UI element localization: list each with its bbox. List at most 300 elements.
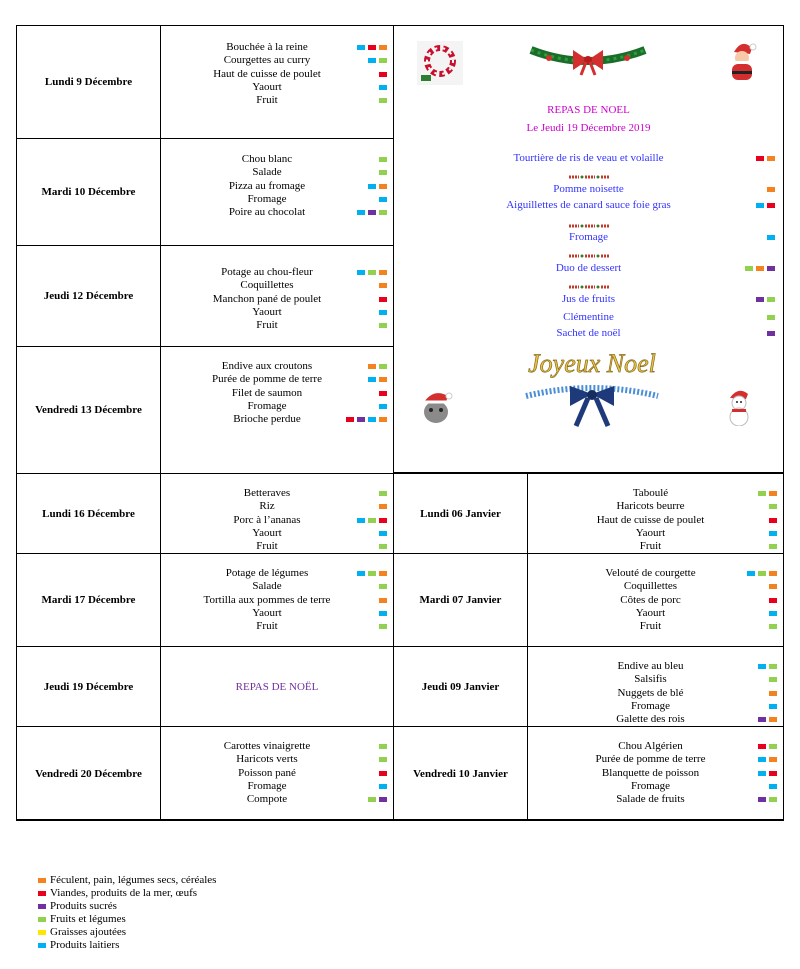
day-label: Jeudi 19 Décembre: [43, 680, 134, 693]
marker-orange: [379, 377, 387, 382]
menu-cell: [160, 25, 394, 139]
menu-item-text: Yaourt: [635, 526, 666, 539]
food-group-markers: [379, 598, 387, 603]
marker-green: [745, 266, 753, 271]
menu-item-text: Purée de pomme de terre: [595, 753, 706, 766]
menu-item: [161, 540, 393, 553]
menu-item-text: Tortilla aux pommes de terre: [203, 593, 331, 606]
menu-item-text: Brioche perdue: [233, 413, 301, 426]
marker-orange: [368, 364, 376, 369]
marker-blue: [379, 404, 387, 409]
marker-green: [379, 170, 387, 175]
menu-item-text: Fromage: [630, 779, 671, 792]
menu-item-text: Porc à l’ananas: [233, 513, 301, 526]
food-group-markers: [379, 157, 387, 162]
food-group-markers: [357, 571, 387, 576]
food-group-markers: [379, 310, 387, 315]
marker-green: [379, 98, 387, 103]
special-meal-label: REPAS DE NOËL: [235, 680, 319, 693]
marker-orange: [379, 184, 387, 189]
menu-item: [161, 54, 393, 67]
marker-red: [379, 297, 387, 302]
day-label: Jeudi 09 Janvier: [421, 680, 500, 693]
day-label: Lundi 06 Janvier: [420, 507, 501, 520]
menu-item-text: Yaourt: [252, 606, 282, 619]
menu-item: [161, 319, 393, 332]
food-group-markers: [745, 266, 775, 271]
menu-item-text: Salade de fruits: [616, 793, 685, 806]
menu-item: [161, 500, 393, 513]
marker-green: [379, 491, 387, 496]
menu-item: [528, 767, 783, 780]
menu-item: [161, 180, 393, 193]
menu-item-text: Salade: [252, 166, 282, 179]
food-group-markers: [368, 184, 387, 189]
marker-green: [368, 571, 376, 576]
marker-blue: [379, 784, 387, 789]
food-group-markers: [769, 518, 777, 523]
marker-orange: [767, 187, 775, 192]
menu-cell: [527, 646, 784, 727]
menu-cell: [160, 646, 394, 727]
menu-item-text: Filet de saumon: [231, 386, 303, 399]
marker-blue: [758, 771, 766, 776]
candy-cane-divider-icon: [567, 173, 611, 181]
legend-label: Graisses ajoutées: [50, 926, 127, 938]
menu-item: [161, 740, 393, 753]
menu-item-text: Endive aux croutons: [221, 360, 313, 372]
marker-blue: [769, 611, 777, 616]
menu-cell: [160, 726, 394, 821]
marker-green: [767, 315, 775, 320]
christmas-menu-item: Duo de dessert: [555, 262, 622, 274]
menu-item-text: Betteraves: [243, 487, 291, 499]
food-group-markers: [769, 611, 777, 616]
menu-cell: [160, 473, 394, 554]
marker-blue: [379, 310, 387, 315]
menu-item: [528, 514, 783, 527]
menu-item-text: Fromage: [247, 779, 287, 792]
marker-green: [769, 624, 777, 629]
menu-item: [528, 780, 783, 793]
day-cell: [16, 346, 161, 474]
marker-blue: [379, 197, 387, 202]
menu-item-text: Fruit: [256, 540, 278, 553]
menu-item: [161, 753, 393, 766]
menu-item: [161, 413, 393, 426]
menu-item: [528, 753, 783, 766]
food-group-markers: [767, 315, 775, 320]
marker-blue: [379, 611, 387, 616]
food-group-markers: [379, 404, 387, 409]
marker-green: [379, 323, 387, 328]
food-group-markers: [758, 664, 777, 669]
christmas-menu-item: Fromage: [568, 231, 609, 243]
marker-blue: [767, 235, 775, 240]
food-group-markers: [368, 58, 387, 63]
marker-red: [769, 598, 777, 603]
marker-blue: [357, 571, 365, 576]
marker-purple: [368, 210, 376, 215]
food-group-markers: [758, 771, 777, 776]
food-group-markers: [357, 210, 387, 215]
legend-swatch: [38, 878, 46, 883]
menu-item: [161, 193, 393, 206]
food-group-markers: [357, 270, 387, 275]
food-group-markers: [379, 491, 387, 496]
food-group-markers: [379, 531, 387, 536]
food-group-markers: [767, 331, 775, 336]
menu-item: [528, 487, 783, 500]
marker-green: [758, 491, 766, 496]
menu-item-text: Potage de légumes: [225, 567, 309, 579]
marker-blue: [758, 757, 766, 762]
food-group-markers: [756, 203, 775, 208]
menu-cell: [160, 245, 394, 347]
marker-green: [767, 297, 775, 302]
food-group-markers: [379, 391, 387, 396]
marker-green: [769, 664, 777, 669]
christmas-date: Le Jeudi 19 Décembre 2019: [526, 122, 651, 134]
menu-cell: [527, 473, 784, 554]
marker-orange: [379, 270, 387, 275]
menu-item: [528, 687, 783, 700]
menu-item: [528, 793, 783, 806]
christmas-menu-item: Clémentine: [563, 311, 614, 323]
menu-item: [161, 306, 393, 319]
christmas-menu-item: Pomme noisette: [553, 183, 624, 195]
menu-item-text: Yaourt: [252, 80, 282, 93]
menu-item-text: Purée de pomme de terre: [212, 373, 322, 386]
legend-item: [38, 926, 216, 939]
food-group-markers: [379, 611, 387, 616]
legend-item: [38, 913, 216, 926]
menu-item: [161, 607, 393, 620]
menu-item-text: Fruit: [639, 620, 662, 633]
marker-orange: [379, 45, 387, 50]
menu-item-text: Bouchée à la reine: [226, 41, 308, 53]
food-group-markers: [379, 744, 387, 749]
wreath-icon: [417, 41, 463, 85]
marker-purple: [767, 331, 775, 336]
menu-item-text: Côtes de porc: [620, 593, 681, 606]
candy-cane-divider-icon: [567, 222, 611, 230]
marker-purple: [756, 297, 764, 302]
legend-swatch: [38, 917, 46, 922]
marker-green: [379, 157, 387, 162]
menu-item-text: Manchon pané de poulet: [212, 292, 322, 305]
marker-blue: [357, 45, 365, 50]
menu-cell: [160, 138, 394, 246]
menu-item-text: Coquillettes: [240, 279, 294, 292]
menu-item: [161, 206, 393, 219]
food-group-markers: [769, 504, 777, 509]
food-group-markers: [758, 797, 777, 802]
food-group-markers: [758, 757, 777, 762]
cat-santa-icon: [416, 388, 456, 426]
menu-item-text: Velouté de courgette: [605, 567, 696, 579]
day-cell: [16, 553, 161, 647]
joyeux-noel-banner: [522, 350, 662, 428]
christmas-menu-item: Jus de fruits: [561, 293, 616, 305]
food-group-markers: [758, 744, 777, 749]
marker-orange: [767, 156, 775, 161]
food-group-markers: [379, 323, 387, 328]
day-label: Vendredi 20 Décembre: [35, 767, 142, 780]
food-group-markers: [379, 283, 387, 288]
menu-item-text: Coquillettes: [623, 580, 678, 593]
menu-item: [161, 527, 393, 540]
menu-item-text: Potage au chou-fleur: [221, 266, 313, 278]
legend-item: [38, 900, 216, 913]
marker-blue: [368, 184, 376, 189]
menu-item: [161, 580, 393, 593]
joyeux-noel-text: Joyeux Noel: [528, 350, 656, 378]
menu-cell: [160, 553, 394, 647]
marker-red: [756, 156, 764, 161]
menu-item-text: Poisson pané: [238, 766, 296, 779]
legend-swatch: [38, 891, 46, 896]
day-cell: [393, 646, 528, 727]
christmas-menu-item: Tourtière de ris de veau et volaille: [513, 152, 664, 164]
marker-orange: [769, 757, 777, 762]
marker-blue: [379, 85, 387, 90]
day-cell: [16, 726, 161, 821]
legend-swatch: [38, 943, 46, 948]
menu-item: [161, 780, 393, 793]
menu-item: [161, 279, 393, 292]
food-group-markers: [769, 784, 777, 789]
food-group-markers: [357, 518, 387, 523]
menu-item: [161, 360, 393, 373]
food-group-markers: [769, 598, 777, 603]
menu-item: [528, 700, 783, 713]
menu-item-text: Chou blanc: [241, 153, 293, 165]
marker-green: [758, 571, 766, 576]
food-group-markers: [758, 717, 777, 722]
day-label: Jeudi 12 Décembre: [43, 290, 134, 302]
food-group-markers: [379, 771, 387, 776]
day-label: Lundi 16 Décembre: [42, 507, 135, 520]
marker-blue: [368, 417, 376, 422]
day-cell: [16, 245, 161, 347]
menu-item-text: Riz: [259, 500, 275, 513]
legend-item: [38, 887, 216, 900]
food-group-markers: [756, 156, 775, 161]
marker-orange: [769, 691, 777, 696]
marker-green: [368, 518, 376, 523]
legend-swatch: [38, 930, 46, 935]
christmas-menu-item: Sachet de noël: [556, 327, 621, 339]
menu-item-text: Salade: [252, 580, 282, 593]
marker-blue: [379, 531, 387, 536]
marker-purple: [357, 417, 365, 422]
legend-item: [38, 939, 216, 952]
marker-orange: [769, 584, 777, 589]
menu-item: [528, 540, 783, 553]
marker-green: [379, 624, 387, 629]
legend-label: Produits sucrés: [50, 900, 117, 912]
food-group-markers: [379, 757, 387, 762]
day-label: Mardi 10 Décembre: [41, 186, 136, 198]
marker-red: [379, 771, 387, 776]
marker-orange: [769, 717, 777, 722]
food-group-markers: [379, 624, 387, 629]
candy-cane-divider-icon: [567, 283, 611, 291]
menu-item: [528, 673, 783, 686]
menu-item: [528, 620, 783, 633]
legend: [38, 874, 216, 952]
marker-blue: [756, 203, 764, 208]
menu-item: [528, 500, 783, 513]
food-group-markers: [379, 544, 387, 549]
menu-item-text: Haricots beurre: [616, 500, 685, 513]
menu-cell: [527, 553, 784, 647]
menu-item-text: Yaourt: [252, 526, 282, 539]
marker-purple: [758, 717, 766, 722]
menu-item-text: Haut de cuisse de poulet: [213, 67, 321, 80]
marker-green: [379, 757, 387, 762]
snowman-icon: [720, 386, 758, 426]
menu-item: [161, 400, 393, 413]
marker-blue: [357, 518, 365, 523]
menu-item-text: Fruit: [639, 540, 662, 553]
menu-item-text: Taboulé: [632, 487, 669, 499]
marker-green: [769, 797, 777, 802]
menu-item: [161, 793, 393, 806]
menu-cell: [160, 346, 394, 474]
marker-green: [379, 544, 387, 549]
menu-item-text: Yaourt: [252, 305, 282, 318]
day-cell: [393, 473, 528, 554]
marker-green: [769, 744, 777, 749]
day-label: Vendredi 10 Janvier: [413, 767, 508, 780]
marker-orange: [379, 571, 387, 576]
marker-green: [379, 364, 387, 369]
menu-item-text: Chou Algérien: [618, 740, 683, 752]
marker-orange: [756, 266, 764, 271]
food-group-markers: [379, 504, 387, 509]
menu-item-text: Yaourt: [635, 606, 666, 619]
menu-item-text: Fruit: [256, 94, 278, 107]
christmas-title: REPAS DE NOEL: [547, 104, 630, 116]
day-cell: [16, 646, 161, 727]
menu-item-text: Poire au chocolat: [228, 206, 306, 219]
menu-item: [161, 68, 393, 81]
food-group-markers: [379, 72, 387, 77]
marker-green: [368, 797, 376, 802]
food-group-markers: [769, 624, 777, 629]
marker-red: [379, 518, 387, 523]
food-group-markers: [357, 45, 387, 50]
marker-green: [769, 544, 777, 549]
marker-orange: [379, 283, 387, 288]
menu-item: [161, 41, 393, 54]
menu-item-text: Blanquette de poisson: [601, 766, 700, 779]
marker-blue: [368, 58, 376, 63]
menu-item: [161, 487, 393, 500]
menu-item: [161, 266, 393, 279]
legend-label: Féculent, pain, légumes secs, céréales: [50, 874, 217, 886]
menu-cell: [527, 726, 784, 821]
marker-green: [368, 270, 376, 275]
menu-item-text: Fruit: [256, 620, 278, 633]
food-group-markers: [368, 797, 387, 802]
menu-item: [161, 373, 393, 386]
food-group-markers: [379, 170, 387, 175]
menu-item-text: Salsifis: [634, 673, 667, 686]
marker-blue: [769, 704, 777, 709]
menu-item-text: Haut de cuisse de poulet: [596, 513, 705, 526]
menu-item: [161, 567, 393, 580]
marker-red: [379, 391, 387, 396]
legend-swatch: [38, 904, 46, 909]
day-cell: [393, 726, 528, 821]
marker-blue: [357, 210, 365, 215]
candy-cane-divider-icon: [567, 252, 611, 260]
menu-item: [528, 660, 783, 673]
marker-blue: [758, 664, 766, 669]
food-group-markers: [379, 85, 387, 90]
marker-blue: [747, 571, 755, 576]
day-label: Lundi 9 Décembre: [44, 76, 133, 88]
food-group-markers: [769, 531, 777, 536]
menu-item-text: Fromage: [247, 399, 287, 412]
menu-item-text: Courgettes au curry: [223, 54, 311, 67]
menu-item: [161, 767, 393, 780]
menu-item: [528, 740, 783, 753]
menu-item-text: Haricots verts: [236, 753, 298, 766]
santa-icon: [722, 38, 762, 84]
marker-green: [379, 584, 387, 589]
day-cell: [16, 473, 161, 554]
marker-red: [769, 771, 777, 776]
food-group-markers: [368, 364, 387, 369]
menu-item: [161, 293, 393, 306]
menu-item: [161, 166, 393, 179]
food-group-markers: [379, 297, 387, 302]
food-group-markers: [769, 677, 777, 682]
food-group-markers: [379, 98, 387, 103]
marker-red: [769, 518, 777, 523]
food-group-markers: [379, 584, 387, 589]
food-group-markers: [769, 584, 777, 589]
marker-red: [379, 72, 387, 77]
menu-item: [161, 153, 393, 166]
menu-item: [161, 81, 393, 94]
menu-item-text: Nuggets de blé: [617, 686, 684, 699]
marker-orange: [379, 598, 387, 603]
marker-blue: [769, 784, 777, 789]
menu-item-text: Fromage: [247, 192, 287, 205]
menu-item: [528, 527, 783, 540]
christmas-menu-item: Aiguillettes de canard sauce foie gras: [506, 199, 671, 211]
menu-item: [161, 94, 393, 107]
legend-item: [38, 874, 216, 887]
day-cell: [16, 25, 161, 139]
menu-item-text: Carottes vinaigrette: [223, 740, 311, 752]
day-cell: [393, 553, 528, 647]
marker-green: [379, 744, 387, 749]
food-group-markers: [379, 197, 387, 202]
marker-orange: [379, 504, 387, 509]
menu-item-text: Galette des rois: [616, 713, 685, 726]
menu-item: [161, 594, 393, 607]
marker-purple: [758, 797, 766, 802]
marker-orange: [769, 571, 777, 576]
marker-red: [368, 45, 376, 50]
day-label: Vendredi 13 Décembre: [35, 404, 142, 416]
